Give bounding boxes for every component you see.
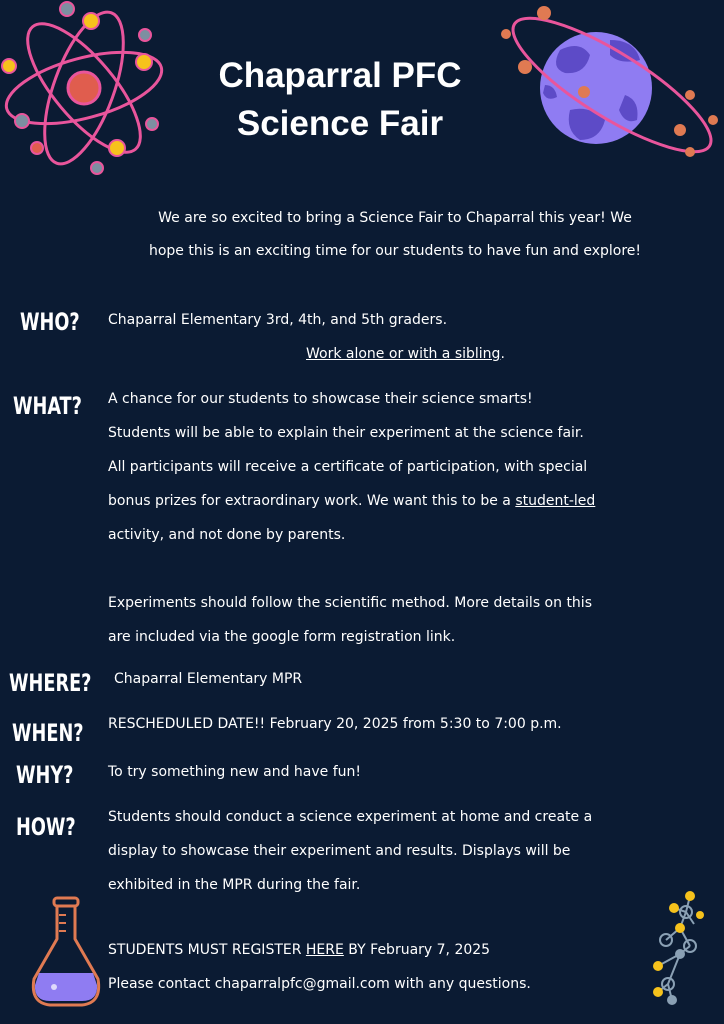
planet-icon [500, 0, 724, 170]
page-title [160, 52, 520, 148]
why-label: WHY? [16, 761, 74, 789]
register-end: BY February 7, 2025 [343, 942, 491, 958]
who-line-2 [108, 337, 708, 371]
atom-icon [0, 0, 180, 180]
what-line-4 [108, 484, 718, 518]
who-line-2-end: . [500, 346, 505, 362]
what-line-2: Students will be able to explain their experiment at the science fair. [108, 425, 584, 441]
what-line-3: All participants will receive a certificate of participation, with special [108, 459, 588, 475]
how-line-2: display to showcase their experiment and results. Displays will be [108, 843, 571, 859]
footer-text [108, 933, 668, 1001]
title-line-2: Science Fair [236, 104, 444, 143]
intro-line-2: hope this is an exciting time for our students to have fun and explore! [148, 243, 642, 259]
intro-text [100, 202, 690, 268]
who-line-1: Chaparral Elementary 3rd, 4th, and 5th graders. [108, 312, 448, 328]
what-label: WHAT? [13, 392, 82, 420]
when-text: RESCHEDULED DATE!! February 20, 2025 from 5:30 to 7:00 p.m. [108, 716, 562, 732]
intro-line-1: We are so excited to bring a Science Fair to Chaparral this year! We [158, 210, 632, 226]
what-line-7: are included via the google form registration link. [108, 629, 456, 645]
where-text: Chaparral Elementary MPR [114, 671, 303, 687]
what-line-4-start: bonus prizes for extraordinary work. We want this to be a [108, 493, 516, 509]
register-here-link[interactable]: HERE [305, 942, 344, 958]
student-led-link[interactable]: student-led [515, 493, 596, 509]
how-line-3: exhibited in the MPR during the fair. [108, 877, 361, 893]
how-text [108, 800, 708, 902]
who-text [108, 303, 708, 371]
why-text: To try something new and have fun! [108, 764, 362, 780]
how-line-1: Students should conduct a science experiment at home and create a [108, 809, 593, 825]
work-alone-link[interactable]: Work alone or with a sibling [306, 346, 501, 362]
title-line-1: Chaparral PFC [218, 56, 462, 95]
where-label: WHERE? [9, 669, 92, 697]
what-line-1: A chance for our students to showcase their science smarts! [108, 391, 533, 407]
contact-line: Please contact chaparralpfc@gmail.com with any questions. [108, 976, 531, 992]
who-label: WHO? [20, 308, 80, 336]
what-text [108, 382, 718, 654]
how-label: HOW? [16, 813, 76, 841]
register-start: STUDENTS MUST REGISTER [108, 942, 306, 958]
what-line-5: activity, and not done by parents. [108, 527, 346, 543]
when-label: WHEN? [12, 719, 84, 747]
what-line-6: Experiments should follow the scientific method. More details on this [108, 595, 592, 611]
flask-icon [28, 895, 104, 1011]
register-line [108, 933, 668, 967]
